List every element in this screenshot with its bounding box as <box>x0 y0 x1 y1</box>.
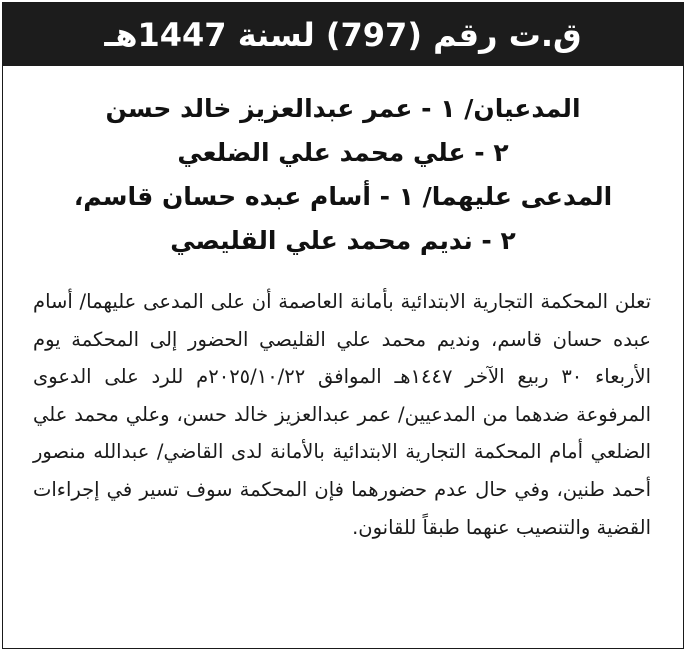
defendant-2: ٢ - نديم محمد علي القليصي <box>170 226 516 255</box>
notice-frame <box>2 2 684 649</box>
plaintiff-2: ٢ - علي محمد علي الضلعي <box>177 138 509 167</box>
notice-body: تعلن المحكمة التجارية الابتدائية بأمانة العاصمة أن على المدعى عليهما/ أسام عبده حسان قاسم، ونديم محمد علي القليصي الحضور إلى المحكمة يوم الأربعاء ٣٠ ربيع الآخر ١٤٤٧هـ الموافق ٢٠٢٥/١٠/٢٢م للرد على الدعوى المرفوعة ضدهما من المدعيين/ عمر عبدالعزيز خالد حسن، وعلي محمد علي الضلعي أمام المحكمة التجارية الابتدائية بالأمانة لدى القاضي/ عبدالله منصور أحمد طنين، وفي حال عدم حضورهما فإن المحكمة سوف تسير في إجراءات القضية والتنصيب عنهما طبقاً للقانون. <box>33 290 651 539</box>
parties-block <box>23 87 663 263</box>
title-bar <box>3 3 683 66</box>
plaintiff-1: المدعيان/ ١ - عمر عبدالعزيز خالد حسن <box>105 94 581 123</box>
notice-title: ق.ت رقم (797) لسنة 1447هـ <box>104 15 582 54</box>
defendant-1: المدعى عليهما/ ١ - أسام عبده حسان قاسم، <box>73 182 613 211</box>
